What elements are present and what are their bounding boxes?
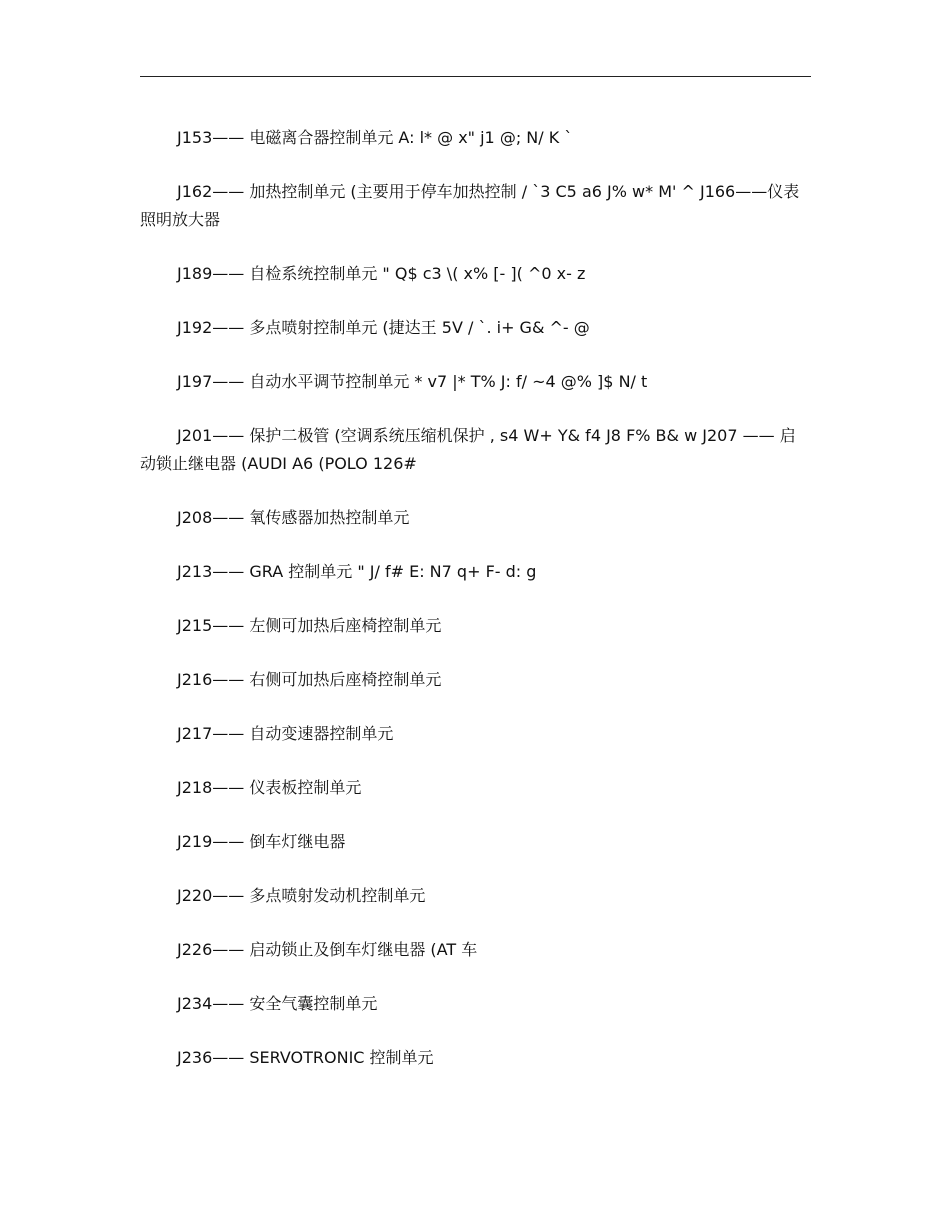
entry-j220: J220—— 多点喷射发动机控制单元: [177, 886, 426, 905]
entry-j208: J208—— 氧传感器加热控制单元: [177, 508, 410, 527]
entry-j162: J162—— 加热控制单元 (主要用于停车加热控制 / `3 C5 a6 J% w* M' ^ J166——仪表照明放大器: [140, 182, 800, 229]
entry-j153: J153—— 电磁离合器控制单元 A: l* @ x" j1 @; N/ K `: [177, 128, 573, 147]
entry-j216: J216—— 右侧可加热后座椅控制单元: [177, 670, 442, 689]
entry-j201: J201—— 保护二极管 (空调系统压缩机保护 , s4 W+ Y& f4 J8 F% B& w J207 —— 启动锁止继电器 (AUDI A6 (POLO 126#: [140, 426, 796, 473]
entry-j192: J192—— 多点喷射控制单元 (捷达王 5V / `. i+ G& ^- @: [177, 318, 590, 337]
entry-j219: J219—— 倒车灯继电器: [177, 832, 346, 851]
entry-list: [140, 124, 800, 1098]
entry-j226: J226—— 启动锁止及倒车灯继电器 (AT 车: [177, 940, 478, 959]
entry-j236: J236—— SERVOTRONIC 控制单元: [177, 1048, 434, 1067]
entry-j213: J213—— GRA 控制单元 " J/ f# E: N7 q+ F- d: g: [177, 562, 537, 581]
entry-j217: J217—— 自动变速器控制单元: [177, 724, 394, 743]
entry-j189: J189—— 自检系统控制单元 " Q$ c3 \( x% [- ]( ^0 x- z: [177, 264, 586, 283]
entry-j218: J218—— 仪表板控制单元: [177, 778, 362, 797]
entry-j215: J215—— 左侧可加热后座椅控制单元: [177, 616, 442, 635]
header-rule: [140, 76, 811, 77]
entry-j197: J197—— 自动水平调节控制单元 * v7 |* T% J: f/ ~4 @% ]$ N/ t: [177, 372, 648, 391]
entry-j234: J234—— 安全气囊控制单元: [177, 994, 378, 1013]
